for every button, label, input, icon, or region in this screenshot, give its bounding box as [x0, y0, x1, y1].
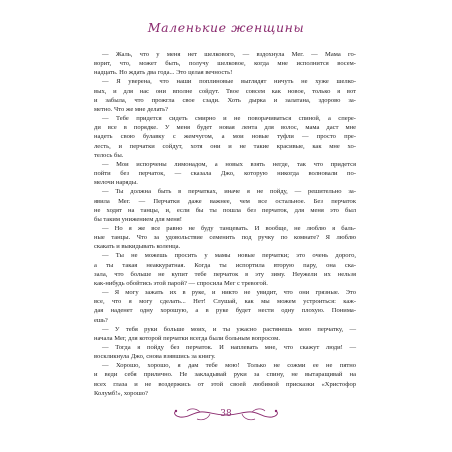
text-line: пойти без перчаток, — сказала Джо, которую никогда волновали по- [94, 170, 356, 178]
text-line: — Я уверена, что наши поплиновые выглядят ничуть не хуже шелко- [102, 78, 356, 86]
text-line: скакать и выкидывать коленца. [94, 243, 181, 251]
text-line: все, что я могу сделать... Нет! Слушай, как мы можем устроиться: каж- [94, 298, 356, 306]
text-line: не ходят на танцы, и, если бы ты пошла без перчаток, для меня это был [94, 206, 356, 214]
text-line: явила Мег. — Перчатки даже важнее, чем все остальное. Без перчаток [94, 197, 356, 205]
right-flourish-icon [224, 405, 282, 425]
text-line: ешь? [94, 316, 108, 324]
text-line: начала Мег, для которой перчатки всегда были больным вопросом. [94, 334, 280, 342]
text-line: дая наденет одну хорошую, а в руке будет нести одну плохую. Понима- [94, 307, 356, 315]
text-line: и веди себя прилично. Не закладывай руки за спину, не вытаращивай на [94, 371, 356, 379]
text-line: — Жаль, что у меня нет шелкового, — вздохнула Мег. — Мама го- [102, 51, 356, 58]
text-line: воскликнула Джо, снова взявшись за книгу. [94, 353, 216, 361]
text-line: — Ты не можешь просить у мамы новые перчатки; это очень дорого, [102, 252, 356, 260]
text-line: надеть свою булавку с жемчугом, а мои новые туфли — просто пре- [94, 133, 356, 141]
main-text [94, 50, 356, 398]
text-line: всех глаза и не воздержись от этой своей любимой присказки «Христофор [94, 380, 356, 388]
text-line: вых, и для нас они вполне сойдут. Твое совсем как новое, только я вот [94, 87, 356, 95]
page-number: 38 [220, 409, 232, 419]
text-line: — Тогда я пойду без перчаток. И наплевать мне, что скажут люди! — [102, 344, 356, 351]
text-line: Колумб!», хорошо? [94, 389, 148, 397]
text-line: бы таким унижением для меня! [94, 215, 182, 223]
text-line: зала, что больше не купит тебе перчаток в эту зиму. Неужели их нельзя [94, 270, 356, 278]
text-line: ди все в порядке. У меня будет новая лента для волос, мама даст мне [94, 124, 356, 132]
text-line: — Я могу зажать их в руке, и никто не увидит, что они грязные. Это [102, 289, 356, 297]
text-line: надцать. Но ждать два года... Это целая вечность! [94, 69, 233, 77]
text-line: мелочи наряды. [94, 179, 138, 187]
text-line: метно. Что же мне делать? [94, 105, 169, 113]
text-line: и забыла, что прожгла свое сзади. Хоть дырка и залатана, здорово за- [94, 96, 356, 104]
text-line: — Ты должна быть в перчатках, иначе я не пойду, — решительно за- [102, 188, 356, 196]
text-line: — У тебя руки больше моих, и ты ужасно растянешь мою перчатку, — [102, 325, 356, 333]
page-footer [0, 405, 452, 425]
running-title: Маленькие женщины [147, 20, 305, 35]
text-line: ворит, что, может быть, получу шелковое, когда мне исполнится восем- [94, 60, 356, 68]
text-line: а ты такая неаккуратная. Когда ты испортила вторую пару, она ска- [94, 261, 356, 269]
text-line: телось бы. [94, 151, 124, 159]
text-line: — Хорошо, хорошо, я дам тебе мою! Только не сожми ее не пятно [102, 362, 356, 370]
text-line: — Мои испорчены лимонадом, а новых взять негде, так что придется [102, 160, 356, 168]
text-line: как-нибудь обойтись этой парой? — спросила Мег с тревогой. [94, 279, 268, 287]
text-line: ные танцы. Что за удовольствие семенить под ручку по комнате? Я люблю [94, 234, 356, 242]
text-line: лесть, и перчатки сойдут, хотя они и не такие красивые, как мне хо- [94, 142, 356, 150]
text-line: — Но я же все равно не буду танцевать. И вообще, не люблю я баль- [102, 224, 356, 232]
text-line: — Тебе придется сидеть смирно и не поворачиваться спиной, а спере- [102, 115, 356, 123]
